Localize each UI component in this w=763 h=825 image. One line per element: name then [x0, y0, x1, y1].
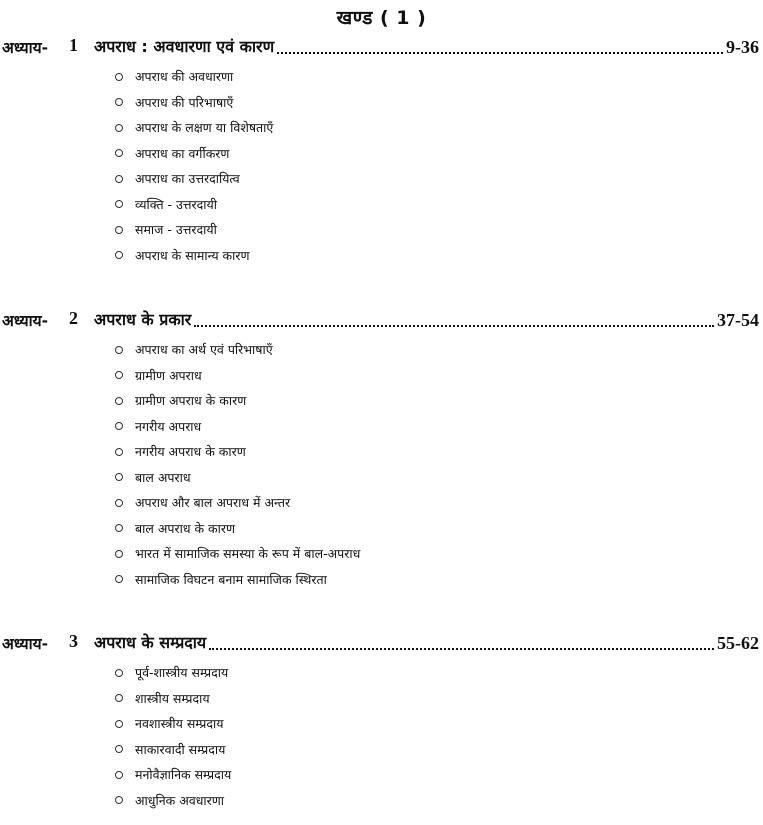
topic-text: व्यक्ति - उत्तरदायी	[135, 196, 218, 212]
topic-item	[115, 388, 360, 414]
topic-item	[115, 90, 273, 116]
topic-item	[115, 541, 360, 567]
bullet-circle-icon	[115, 98, 123, 106]
topic-text: अपराध का वर्गीकरण	[135, 145, 230, 161]
topic-text: समाज - उत्तरदायी	[135, 222, 217, 238]
bullet-circle-icon	[115, 473, 123, 481]
chapter-2-pages: 37-54	[717, 310, 759, 330]
chapter-2	[0, 307, 763, 587]
bullet-circle-icon	[115, 550, 123, 558]
topic-item	[115, 465, 360, 491]
chapter-1-topics	[115, 64, 273, 268]
bullet-circle-icon	[115, 346, 123, 354]
chapter-1-heading[interactable]	[0, 34, 763, 60]
topic-text: अपराध की परिभाषाएँ	[135, 94, 234, 110]
bullet-circle-icon	[115, 745, 123, 753]
chapter-1-title: अपराध : अवधारणा एवं कारण	[94, 37, 275, 56]
bullet-circle-icon	[115, 124, 123, 132]
topic-item	[115, 439, 360, 465]
bullet-circle-icon	[115, 200, 123, 208]
chapter-2-topics	[115, 337, 360, 592]
dot-leader	[209, 647, 714, 650]
topic-text: बाल अपराध के कारण	[135, 520, 236, 536]
topic-text: नगरीय अपराध के कारण	[135, 444, 246, 460]
topic-text: नगरीय अपराध	[135, 418, 202, 434]
topic-text: नवशास्त्रीय सम्प्रदाय	[135, 716, 224, 732]
topic-item	[115, 737, 231, 763]
bullet-circle-icon	[115, 694, 123, 702]
bullet-circle-icon	[115, 669, 123, 677]
chapter-1-number: 1	[69, 35, 78, 55]
chapter-1	[0, 34, 763, 263]
bullet-circle-icon	[115, 73, 123, 81]
bullet-circle-icon	[115, 575, 123, 583]
topic-item	[115, 243, 273, 269]
topic-text: ग्रामीण अपराध	[135, 367, 202, 383]
chapter-2-heading[interactable]	[0, 307, 763, 333]
topic-item	[115, 762, 231, 788]
bullet-circle-icon	[115, 720, 123, 728]
topic-item	[115, 217, 273, 243]
topic-item	[115, 490, 360, 516]
dot-leader	[194, 324, 714, 327]
topic-text: अपराध और बाल अपराध में अन्तर	[135, 495, 291, 511]
topic-item	[115, 141, 273, 167]
chapter-3-pages: 55-62	[717, 633, 759, 653]
bullet-circle-icon	[115, 524, 123, 532]
chapter-1-label: अध्याय-	[2, 39, 49, 57]
bullet-circle-icon	[115, 771, 123, 779]
chapter-3-heading[interactable]	[0, 630, 763, 656]
topic-item	[115, 115, 273, 141]
topic-item	[115, 363, 360, 389]
dot-leader	[277, 51, 723, 54]
topic-text: मनोवैज्ञानिक सम्प्रदाय	[135, 767, 232, 783]
topic-text: अपराध के सामान्य कारण	[135, 247, 250, 263]
topic-text: अपराध का उत्तरदायित्व	[135, 171, 240, 187]
topic-text: अपराध की अवधारणा	[135, 69, 234, 85]
topic-text: साकारवादी सम्प्रदाय	[135, 741, 226, 757]
topic-item	[115, 64, 273, 90]
topic-text: अपराध का अर्थ एवं परिभाषाएँ	[135, 342, 273, 358]
chapter-2-title: अपराध के प्रकार	[94, 310, 192, 329]
topic-item	[115, 337, 360, 363]
topic-text: पूर्व-शास्त्रीय सम्प्रदाय	[135, 665, 229, 681]
topic-item	[115, 414, 360, 440]
topic-item	[115, 660, 231, 686]
chapter-3-title: अपराध के सम्प्रदाय	[94, 633, 207, 652]
bullet-circle-icon	[115, 397, 123, 405]
topic-item	[115, 788, 231, 814]
topic-text: भारत में सामाजिक समस्या के रूप में बाल-अपराध	[135, 546, 361, 562]
topic-text: ग्रामीण अपराध के कारण	[135, 393, 247, 409]
bullet-circle-icon	[115, 251, 123, 259]
topic-item	[115, 516, 360, 542]
topic-text: आधुनिक अवधारणा	[135, 792, 225, 808]
topic-item	[115, 567, 360, 593]
chapter-3-topics	[115, 660, 231, 813]
bullet-circle-icon	[115, 499, 123, 507]
bullet-circle-icon	[115, 226, 123, 234]
topic-text: सामाजिक विघटन बनाम सामाजिक स्थिरता	[135, 571, 327, 587]
chapter-3-number: 3	[69, 631, 78, 651]
chapter-3-label: अध्याय-	[2, 635, 49, 653]
bullet-circle-icon	[115, 448, 123, 456]
bullet-circle-icon	[115, 149, 123, 157]
topic-item	[115, 711, 231, 737]
topic-text: शास्त्रीय सम्प्रदाय	[135, 690, 210, 706]
topic-text: बाल अपराध	[135, 469, 191, 485]
bullet-circle-icon	[115, 371, 123, 379]
topic-item	[115, 686, 231, 712]
chapter-3	[0, 630, 763, 808]
section-title: खण्ड ( 1 )	[336, 7, 427, 29]
chapter-2-number: 2	[69, 308, 78, 328]
topic-item	[115, 166, 273, 192]
bullet-circle-icon	[115, 175, 123, 183]
topic-item	[115, 192, 273, 218]
topic-text: अपराध के लक्षण या विशेषताएँ	[135, 120, 274, 136]
bullet-circle-icon	[115, 422, 123, 430]
bullet-circle-icon	[115, 796, 123, 804]
chapter-1-pages: 9-36	[726, 37, 759, 57]
chapter-2-label: अध्याय-	[2, 312, 49, 330]
